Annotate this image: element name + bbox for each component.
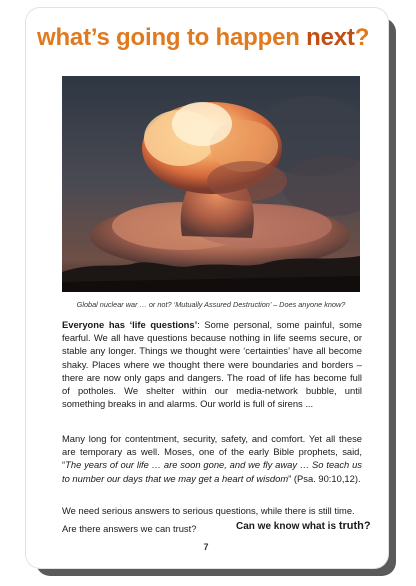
paragraph-serious-answers: We need serious answers to serious questions, while there is still time. [62,505,355,516]
heading-text: what’s going to happen [37,24,307,51]
truth-word: truth? [338,520,371,532]
paragraph-intro: Many long for contentment, security, safety, and comfort. Yet all these are temporary as well. Moses, one of the early Bible prophets, said, “ [62,433,362,471]
page-number: 7 [203,542,209,552]
heading-punct: ? [354,24,370,51]
closing-question [236,520,371,532]
closing-question-text: Can we know what is [236,521,339,532]
heading-emphasis: next [306,24,355,51]
paragraph-body: : Some personal, some painful, some fearful. We all have questions because nothing in life seems secure, or stable any longer. Things we thought were ‘certainties’ have all become shaky. Places where we thought there were boundaries and borders – there are now only gaps and dangers. The road of life has become full of potholes. We shelter within our media-network bubble, until something breaks in and alarms. Our world is full of sirens ... [62,319,362,410]
paragraph-life-questions [62,318,362,410]
page-heading [37,24,377,52]
paragraph-moses-quote [62,432,362,485]
cloud-illustration [62,76,360,292]
photo-caption: Global nuclear war … or not? ‘Mutually Assured Destruction’ – Does anyone know? [76,300,346,309]
paragraph-trust-question: Are there answers we can trust? [62,523,197,534]
paragraph-lead: Everyone has ‘life questions’ [62,319,198,330]
scripture-reference: ” (Psa. 90:10,12). [288,472,361,484]
mushroom-cloud-photo [62,76,360,292]
scripture-quote: The years of our life … are soon gone, and we fly away … So teach us to number our days that we may get a heart of wisdom [62,459,362,484]
